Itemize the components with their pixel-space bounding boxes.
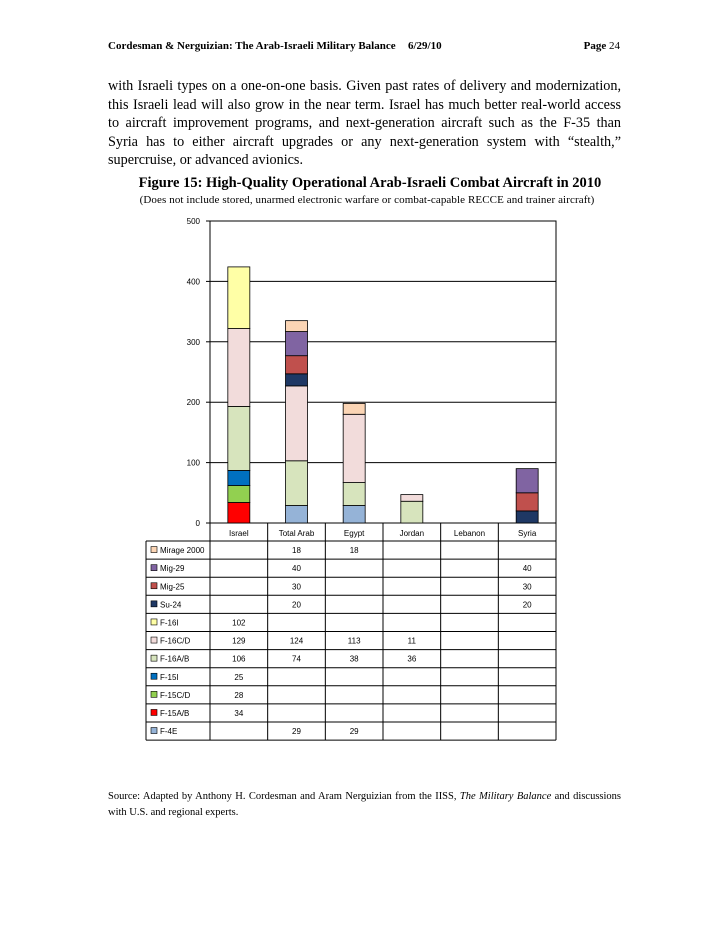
x-category-label: Syria — [518, 529, 537, 538]
y-tick-label: 300 — [186, 337, 200, 347]
legend-swatch — [151, 673, 157, 679]
data-label: 25 — [234, 672, 244, 682]
data-label: 28 — [234, 690, 244, 700]
legend-label: F-16I — [160, 618, 179, 628]
bar-segment — [343, 414, 365, 482]
data-label: 129 — [232, 636, 246, 646]
figure-title: Figure 15: High-Quality Operational Arab-Israeli Combat Aircraft in 2010 — [138, 175, 602, 191]
legend-swatch — [151, 601, 157, 607]
data-label: 74 — [292, 654, 301, 664]
legend-swatch — [151, 728, 157, 734]
bar-segment — [286, 374, 308, 386]
data-label: 40 — [292, 564, 301, 574]
bar-segment — [286, 386, 308, 461]
bar-segment — [286, 321, 308, 332]
bar-segment — [401, 501, 423, 523]
legend-swatch — [151, 619, 157, 625]
data-label: 29 — [349, 727, 359, 737]
header-page-label: Page — [583, 40, 607, 52]
plot-frame — [210, 221, 556, 523]
source-note — [108, 789, 621, 821]
x-category-label: Total Arab — [278, 529, 315, 538]
bar-segment — [516, 493, 538, 511]
legend-label: Mig-29 — [160, 564, 185, 574]
legend-label: F-4E — [160, 727, 178, 737]
data-label: 11 — [407, 636, 416, 646]
bar-segment — [286, 505, 308, 523]
header-page-number: 24 — [609, 40, 620, 52]
legend-swatch — [151, 709, 157, 715]
data-label: 124 — [289, 636, 304, 646]
y-tick-label: 500 — [186, 217, 200, 226]
data-label: 40 — [522, 564, 532, 574]
data-label: 30 — [522, 582, 532, 592]
figure-subtitle: (Does not include stored, unarmed electronic warfare or combat-capable RECCE and trainer aircraft) — [139, 194, 595, 206]
x-category-label: Lebanon — [453, 529, 486, 538]
bar-segment — [343, 403, 365, 414]
data-label: 29 — [292, 727, 301, 737]
bar-segment — [228, 267, 250, 329]
y-tick-label: 400 — [186, 277, 200, 287]
legend-swatch — [151, 565, 157, 571]
bar-segment — [228, 406, 250, 470]
data-label: 20 — [522, 600, 532, 610]
bar-segment — [228, 486, 250, 503]
body-paragraph: with Israeli types on a one-on-one basis. Given past rates of delivery and modernization, this Israeli lead will also grow in the near term. Israel has much better real-world access to aircraft improvement programs, and next-generation aircraft such as the F-35 than Syria has to either aircraft upgrades or any next-generation system with “stealth,” supercruise, or advanced avionics. — [108, 78, 621, 168]
header-date: 6/29/10 — [408, 40, 442, 52]
bar-segment — [228, 470, 250, 485]
legend-swatch — [151, 547, 157, 553]
data-label: 18 — [349, 546, 359, 556]
y-tick-label: 100 — [186, 458, 200, 468]
legend-label: F-15A/B — [160, 708, 190, 718]
bar-segment — [401, 495, 423, 502]
legend-swatch — [151, 637, 157, 643]
data-label: 30 — [292, 582, 301, 592]
bar-segment — [286, 356, 308, 374]
x-category-label: Jordan — [399, 529, 425, 538]
bar-segment — [343, 505, 365, 523]
bar-segment — [228, 502, 250, 523]
x-category-label: Israel — [229, 529, 249, 538]
legend-label: F-15I — [160, 672, 179, 682]
legend-swatch — [151, 691, 157, 697]
legend-label: Su-24 — [160, 600, 182, 610]
y-tick-label: 0 — [195, 519, 200, 528]
x-category-label: Egypt — [343, 529, 365, 538]
legend-label: F-15C/D — [160, 690, 191, 700]
data-label: 113 — [347, 636, 361, 646]
bar-segment — [228, 329, 250, 407]
source-prefix: Source: Adapted by Anthony H. Cordesman and Aram Nerguizian from the IISS, — [108, 791, 457, 802]
bar-segment — [516, 511, 538, 523]
legend-swatch — [151, 655, 157, 661]
data-label: 38 — [349, 654, 359, 664]
data-label: 18 — [292, 546, 301, 556]
header-page — [584, 40, 620, 52]
data-label: 102 — [232, 618, 246, 628]
data-label: 36 — [407, 654, 417, 664]
legend-swatch — [151, 583, 157, 589]
source-suffix: and discussions with U.S. and regional experts. — [108, 791, 622, 818]
header-title: Cordesman & Nerguizian: The Arab-Israeli Military Balance — [108, 40, 396, 52]
legend-label: F-16C/D — [160, 636, 191, 646]
page-header — [108, 40, 620, 52]
data-label: 34 — [234, 708, 244, 718]
data-label: 20 — [292, 600, 301, 610]
bar-segment — [343, 483, 365, 506]
bar-segment — [516, 469, 538, 493]
bar-segment — [286, 461, 308, 506]
bar-segment — [286, 332, 308, 356]
y-tick-label: 200 — [186, 398, 200, 408]
legend-label: F-16A/B — [160, 654, 190, 664]
legend-label: Mig-25 — [160, 582, 185, 592]
source-publication: The Military Balance — [459, 791, 552, 802]
legend-label: Mirage 2000 — [160, 546, 205, 556]
data-label: 106 — [232, 654, 246, 664]
